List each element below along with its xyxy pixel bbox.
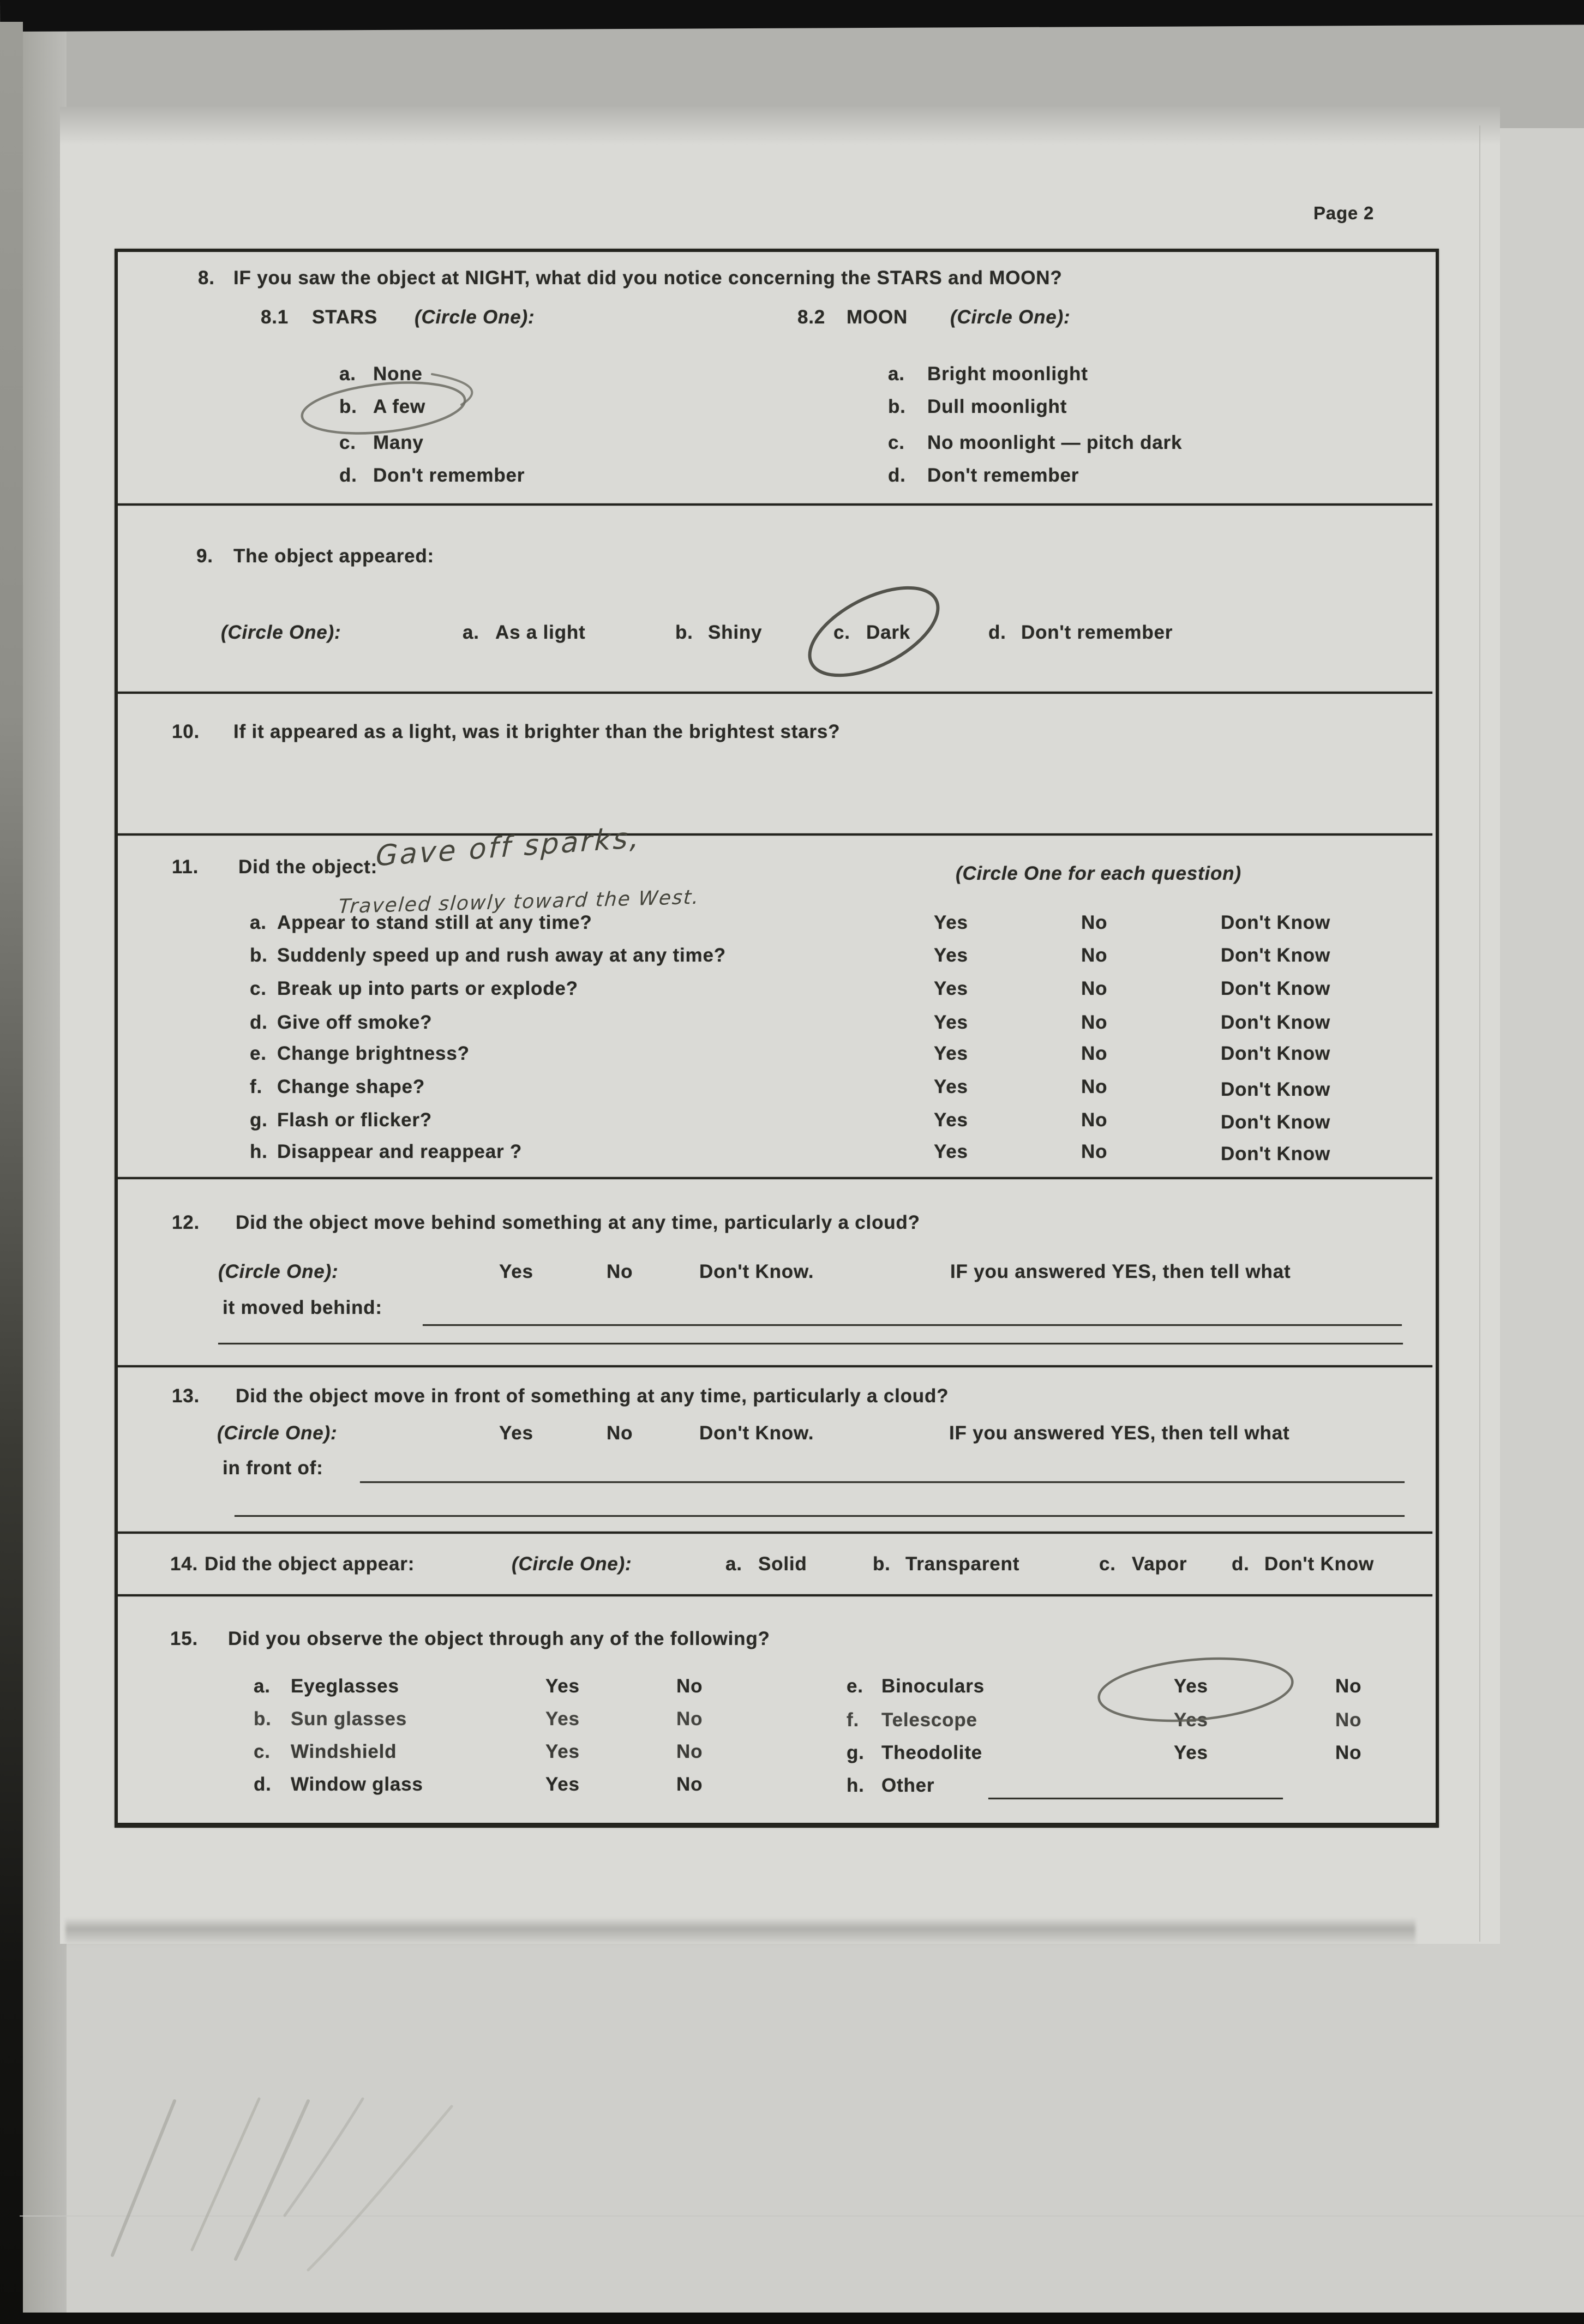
q11-item-g-yes: Yes [934,1109,968,1131]
q8-moon-circle-note: (Circle One): [950,307,1071,328]
q11-question: Did the object: [238,856,378,878]
option-letter: a. [888,363,905,385]
pencil-circle-dark [796,570,951,694]
q11-number: 11. [172,856,199,878]
option-text: Change brightness? [277,1043,470,1064]
option-text: Don't Know [1264,1553,1374,1575]
q8-stars-label: STARS [312,307,378,328]
option-letter: b. [888,396,906,417]
option-letter: a. [250,912,267,933]
q11-item-e-yes: Yes [934,1043,968,1064]
option-text: Dark [866,622,911,643]
q11-handwriting-line1: Gave off sparks, [375,821,642,873]
option-letter: b. [873,1553,891,1575]
q12-line-label: it moved behind: [223,1297,382,1318]
q11-item-b-dontknow: Don't Know [1221,945,1330,966]
q15-item-f-yes: Yes [1174,1709,1208,1731]
q10-number: 10. [172,721,200,742]
q11-item-h-no: No [1081,1141,1108,1162]
q12-dontknow: Don't Know. [699,1261,814,1282]
option-text: Break up into parts or explode? [277,978,578,999]
q15-item-b-yes: Yes [545,1708,580,1730]
q12-no: No [607,1261,633,1282]
option-text: Give off smoke? [277,1012,433,1033]
option-letter: c. [250,978,267,999]
option-text: As a light [495,622,586,643]
q15-question: Did you observe the object through any of the following? [228,1628,770,1649]
q11-item-a-yes: Yes [934,912,968,933]
option-text: Binoculars [881,1676,985,1697]
q15-item-g-no: No [1335,1742,1362,1763]
q8-moon-number: 8.2 [797,307,826,328]
option-text: Suddenly speed up and rush away at any time? [277,945,726,966]
q15-item-f-no: No [1335,1709,1362,1731]
option-letter: d. [888,465,906,486]
q11-item-b-no: No [1081,945,1108,966]
option-text: Solid [758,1553,807,1575]
option-letter: g. [250,1109,268,1131]
q11-item-g-no: No [1081,1109,1108,1131]
option-letter: a. [463,622,479,643]
q11-item-d-yes: Yes [934,1012,968,1033]
q14-circle-note: (Circle One): [512,1553,632,1575]
option-text: Theodolite [881,1742,982,1763]
q13-circle-note: (Circle One): [217,1422,338,1444]
q13-number: 13. [172,1385,200,1407]
q11-handwriting-line2: Traveled slowly toward the West. [337,886,701,918]
option-letter: e. [847,1676,863,1697]
option-letter: h. [847,1775,865,1796]
q11-item-a-no: No [1081,912,1108,933]
q12-yes: Yes [499,1261,533,1282]
q15-item-c-yes: Yes [545,1741,580,1762]
option-text: Other [881,1775,935,1796]
q15-item-c-no: No [676,1741,703,1762]
option-letter: c. [833,622,850,643]
q12-if-yes-text: IF you answered YES, then tell what [950,1261,1291,1282]
q15-item-a-no: No [676,1676,703,1697]
option-text: Eyeglasses [291,1676,399,1697]
q15-item-e-no: No [1335,1676,1362,1697]
option-letter: b. [339,396,357,417]
option-text: Transparent [905,1553,1020,1575]
q9-question: The object appeared: [233,545,435,567]
q13-no: No [607,1422,633,1444]
q12-number: 12. [172,1212,200,1233]
page-number-label: Page 2 [1313,203,1375,223]
q13-dontknow: Don't Know. [699,1422,814,1444]
q12-circle-note: (Circle One): [218,1261,339,1282]
option-text: Many [373,432,424,453]
q8-question: IF you saw the object at NIGHT, what did you notice concerning the STARS and MOON? [233,267,1063,289]
q11-circle-note: (Circle One for each question) [956,863,1241,884]
option-text: Disappear and reappear ? [277,1141,523,1162]
option-text: Shiny [708,622,763,643]
option-letter: f. [250,1076,262,1097]
q11-item-e-no: No [1081,1043,1108,1064]
q11-item-f-dontknow: Don't Know [1221,1079,1330,1100]
q11-item-d-no: No [1081,1012,1108,1033]
q11-item-b-yes: Yes [934,945,968,966]
q9-circle-note: (Circle One): [221,622,341,643]
option-letter: d. [1232,1553,1250,1575]
q11-item-d-dontknow: Don't Know [1221,1012,1330,1033]
q11-item-g-dontknow: Don't Know [1221,1112,1330,1133]
option-letter: h. [250,1141,268,1162]
q15-item-d-no: No [676,1774,703,1795]
option-letter: b. [675,622,693,643]
option-letter: c. [1099,1553,1116,1575]
option-letter: a. [725,1553,742,1575]
q15-item-e-yes: Yes [1174,1676,1208,1697]
pencil-circle-a-few [299,376,467,441]
option-text: Don't remember [927,465,1079,486]
q8-moon-label: MOON [847,307,908,328]
q11-item-c-no: No [1081,978,1108,999]
option-letter: c. [888,432,905,453]
option-text: Don't remember [1021,622,1173,643]
option-text: Telescope [881,1709,977,1731]
option-letter: a. [254,1676,271,1697]
option-text: Window glass [291,1774,423,1795]
option-text: No moonlight — pitch dark [927,432,1183,453]
q13-if-yes-text: IF you answered YES, then tell what [949,1422,1290,1444]
q15-item-g-yes: Yes [1174,1742,1208,1763]
option-text: Sun glasses [291,1708,407,1730]
q15-number: 15. [170,1628,199,1649]
q14-question: Did the object appear: [205,1553,415,1575]
option-letter: g. [847,1742,865,1763]
option-letter: a. [339,363,356,385]
q11-item-h-yes: Yes [934,1141,968,1162]
option-text: Dull moonlight [927,396,1067,417]
q10-question: If it appeared as a light, was it brighter than the brightest stars? [233,721,841,742]
q11-item-f-no: No [1081,1076,1108,1097]
option-letter: f. [847,1709,859,1731]
option-letter: d. [254,1774,272,1795]
q13-line-label: in front of: [223,1457,323,1479]
option-text: Bright moonlight [927,363,1088,385]
option-letter: c. [339,432,356,453]
q15-item-d-yes: Yes [545,1774,580,1795]
option-letter: d. [339,465,357,486]
q11-item-f-yes: Yes [934,1076,968,1097]
option-text: Don't remember [373,465,525,486]
q11-item-h-dontknow: Don't Know [1221,1143,1330,1164]
q8-stars-number: 8.1 [261,307,289,328]
q15-item-b-no: No [676,1708,703,1730]
option-letter: d. [250,1012,268,1033]
q15-item-a-yes: Yes [545,1676,580,1697]
q11-item-c-yes: Yes [934,978,968,999]
option-letter: d. [988,622,1006,643]
q12-question: Did the object move behind something at any time, particularly a cloud? [236,1212,920,1233]
pencil-circle-binoculars-yes [1096,1652,1295,1728]
option-text: Flash or flicker? [277,1109,432,1131]
option-letter: e. [250,1043,267,1064]
option-letter: c. [254,1741,271,1762]
option-text: None [373,363,423,385]
q11-item-e-dontknow: Don't Know [1221,1043,1330,1064]
option-text: A few [373,396,426,417]
q9-number: 9. [196,545,213,567]
q11-item-c-dontknow: Don't Know [1221,978,1330,999]
option-text: Windshield [291,1741,397,1762]
option-letter: b. [250,945,268,966]
q13-question: Did the object move in front of something at any time, particularly a cloud? [236,1385,949,1407]
q8-number: 8. [198,267,215,289]
q14-number: 14. [170,1553,199,1575]
option-text: Appear to stand still at any time? [277,912,592,933]
q11-item-a-dontknow: Don't Know [1221,912,1330,933]
option-text: Change shape? [277,1076,425,1097]
option-letter: b. [254,1708,272,1730]
option-text: Vapor [1132,1553,1187,1575]
q8-stars-circle-note: (Circle One): [415,307,535,328]
q13-yes: Yes [499,1422,533,1444]
